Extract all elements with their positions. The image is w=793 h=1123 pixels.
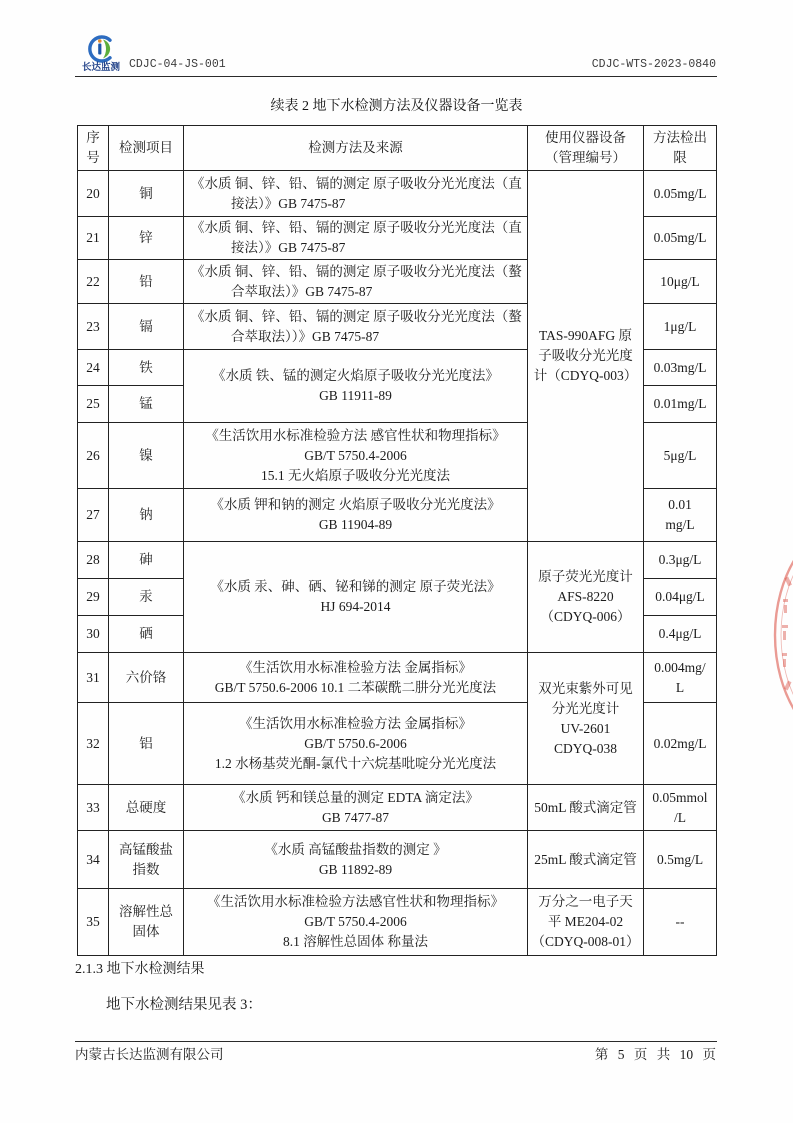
cell-item: 镍: [109, 423, 184, 489]
cell-limit: 5μg/L: [644, 423, 717, 489]
cell-item: 钠: [109, 489, 184, 542]
cell-instrument: 50mL 酸式滴定管: [528, 785, 644, 831]
table-row: [78, 653, 717, 703]
cell-item: 汞: [109, 579, 184, 616]
cell-method: 《水质 钙和镁总量的测定 EDTA 滴定法》 GB 7477-87: [184, 785, 528, 831]
cell-method: 《生活饮用水标准检验方法感官性状和物理指标》 GB/T 5750.4-2006 8.1 溶解性总固体 称量法: [184, 889, 528, 956]
cell-no: 32: [78, 703, 109, 785]
table-row: [78, 831, 717, 889]
cell-item: 六价铬: [109, 653, 184, 703]
cell-no: 33: [78, 785, 109, 831]
cell-item: 镉: [109, 304, 184, 350]
cell-limit: 1μg/L: [644, 304, 717, 350]
logo-text: 长达监测: [81, 62, 120, 73]
cell-item: 锌: [109, 217, 184, 260]
cell-limit: 0.4μg/L: [644, 616, 717, 653]
table-row: [78, 542, 717, 579]
header-divider: [75, 76, 717, 77]
cell-limit: 0.01 mg/L: [644, 489, 717, 542]
cell-no: 24: [78, 350, 109, 386]
cell-no: 34: [78, 831, 109, 889]
cell-limit: 0.05mg/L: [644, 217, 717, 260]
cell-limit: 0.04μg/L: [644, 579, 717, 616]
cell-limit: 0.004mg/ L: [644, 653, 717, 703]
cell-no: 28: [78, 542, 109, 579]
cell-no: 35: [78, 889, 109, 956]
cell-no: 29: [78, 579, 109, 616]
cell-no: 31: [78, 653, 109, 703]
table-header-row: [78, 126, 717, 171]
column-header-no: 序 号: [78, 126, 109, 171]
cell-item: 铝: [109, 703, 184, 785]
cell-limit: 0.05mg/L: [644, 171, 717, 217]
cell-method: 《生活饮用水标准检验方法 金属指标》 GB/T 5750.6-2006 1.2 水杨基荧光酮-氯代十六烷基吡啶分光光度法: [184, 703, 528, 785]
cell-instrument: TAS-990AFG 原 子吸收分光光度 计（CDYQ-003）: [528, 171, 644, 542]
cell-method: 《生活饮用水标准检验方法 感官性状和物理指标》 GB/T 5750.4-2006 15.1 无火焰原子吸收分光光度法: [184, 423, 528, 489]
cell-method: 《水质 铜、锌、铅、镉的测定 原子吸收分光光度法（螯 合萃取法））》GB 7475-87: [184, 304, 528, 350]
cell-limit: 0.01mg/L: [644, 386, 717, 423]
column-header-item: 检测项目: [109, 126, 184, 171]
cell-limit: 0.5mg/L: [644, 831, 717, 889]
cell-method: 《生活饮用水标准检验方法 金属指标》 GB/T 5750.6-2006 10.1 二苯碳酰二肼分光光度法: [184, 653, 528, 703]
red-seal-stamp: [770, 555, 793, 715]
cell-method: 《水质 汞、砷、硒、铋和锑的测定 原子荧光法》 HJ 694-2014: [184, 542, 528, 653]
cell-instrument: 双光束紫外可见 分光光度计 UV-2601 CDYQ-038: [528, 653, 644, 785]
cell-instrument: 25mL 酸式滴定管: [528, 831, 644, 889]
cell-limit: 0.03mg/L: [644, 350, 717, 386]
logo-emblem-icon: [84, 35, 118, 63]
table-row: [78, 785, 717, 831]
cell-limit: 0.3μg/L: [644, 542, 717, 579]
column-header-instrument: 使用仪器设备 （管理编号）: [528, 126, 644, 171]
methods-table: [77, 125, 717, 956]
cell-limit: 0.02mg/L: [644, 703, 717, 785]
table-title: 续表 2 地下水检测方法及仪器设备一览表: [270, 99, 523, 114]
cell-no: 30: [78, 616, 109, 653]
cell-limit: --: [644, 889, 717, 956]
cell-no: 27: [78, 489, 109, 542]
cell-no: 23: [78, 304, 109, 350]
cell-limit: 10μg/L: [644, 260, 717, 304]
cell-item: 铜: [109, 171, 184, 217]
cell-instrument: 原子荧光光度计 AFS-8220 （CDYQ-006）: [528, 542, 644, 653]
section-paragraph: 地下水检测结果见表 3：: [106, 997, 262, 1013]
cell-no: 25: [78, 386, 109, 423]
cell-method: 《水质 铁、锰的测定火焰原子吸收分光光度法》 GB 11911-89: [184, 350, 528, 423]
column-header-limit: 方法检出 限: [644, 126, 717, 171]
cell-item: 铁: [109, 350, 184, 386]
cell-item: 高锰酸盐 指数: [109, 831, 184, 889]
cell-method: 《水质 铜、锌、铅、镉的测定 原子吸收分光光度法（直 接法）》GB 7475-87: [184, 217, 528, 260]
cell-item: 铅: [109, 260, 184, 304]
cell-method: 《水质 铜、锌、铅、镉的测定 原子吸收分光光度法（直 接法）》GB 7475-87: [184, 171, 528, 217]
table-row: [78, 171, 717, 217]
cell-method: 《水质 钾和钠的测定 火焰原子吸收分光光度法》 GB 11904-89: [184, 489, 528, 542]
report-code: CDJC-WTS-2023-0840: [591, 58, 716, 71]
cell-method: 《水质 铜、锌、铅、镉的测定 原子吸收分光光度法（螯 合萃取法）》GB 7475-87: [184, 260, 528, 304]
footer-divider: [75, 1041, 717, 1042]
cell-limit: 0.05mmol /L: [644, 785, 717, 831]
section-heading: 2.1.3 地下水检测结果: [75, 962, 205, 977]
footer-company: 内蒙古长达监测有限公司: [75, 1047, 224, 1062]
footer-page-number: 第 5 页 共 10 页: [594, 1047, 716, 1062]
table-row: [78, 889, 717, 956]
cell-item: 锰: [109, 386, 184, 423]
cell-no: 26: [78, 423, 109, 489]
column-header-method: 检测方法及来源: [184, 126, 528, 171]
cell-item: 硒: [109, 616, 184, 653]
cell-instrument: 万分之一电子天 平 ME204-02 （CDYQ-008-01）: [528, 889, 644, 956]
cell-item: 溶解性总 固体: [109, 889, 184, 956]
company-logo: [78, 35, 124, 75]
cell-no: 21: [78, 217, 109, 260]
form-code: CDJC-04-JS-001: [129, 58, 226, 71]
cell-no: 22: [78, 260, 109, 304]
cell-method: 《水质 高锰酸盐指数的测定 》 GB 11892-89: [184, 831, 528, 889]
cell-item: 总硬度: [109, 785, 184, 831]
cell-no: 20: [78, 171, 109, 217]
cell-item: 砷: [109, 542, 184, 579]
